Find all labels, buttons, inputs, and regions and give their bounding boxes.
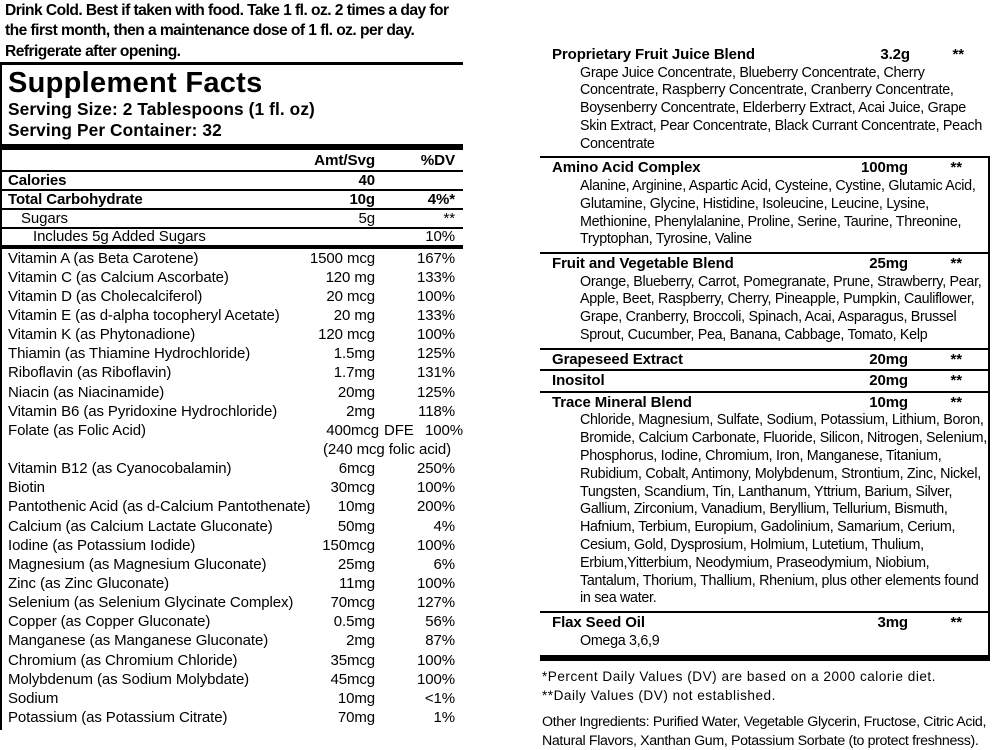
nutrient-amount: 45mcg [330,670,375,688]
section-header [540,371,988,390]
nutrient-name: Vitamin B6 (as Pyridoxine Hydrochloride) [8,402,278,420]
table-row [0,383,463,402]
nutrient-amount: 20 mg [333,307,375,325]
section-header [540,613,988,632]
nutrient-name: Riboflavin (as Riboflavin) [8,364,172,382]
table-row [0,249,463,268]
section-dv: ** [950,393,962,411]
table-row [0,363,463,382]
nutrient-name: Magnesium (as Magnesium Gluconate) [8,555,267,573]
column-header-amount: Amt/Svg [314,151,375,169]
ingredient-section [540,393,988,611]
nutrient-name: Calories [8,172,67,190]
nutrient-name: Calcium (as Calcium Lactate Gluconate) [8,517,273,535]
ingredient-section [540,350,988,370]
nutrient-name: Pantothenic Acid (as d-Calcium Pantothenate) [8,498,311,516]
nutrient-dv: 100% [417,326,455,344]
section-amount: 3mg [877,613,908,631]
section-first [540,45,990,156]
nutrient-name: Biotin [8,479,45,497]
ingredient-section [540,45,990,156]
nutrient-dv: 100% [417,536,455,554]
table-row [0,517,463,536]
nutrient-name: Molybdenum (as Sodium Molybdate) [8,670,250,688]
nutrient-dv: 167% [417,249,455,267]
table-row [0,708,463,727]
nutrient-name: Vitamin K (as Phytonadione) [8,326,196,344]
section-name: Amino Acid Complex [552,159,701,177]
nutrient-name: Sugars [21,210,68,228]
nutrient-name: Chromium (as Chromium Chloride) [8,651,238,669]
nutrient-name: Selenium (as Selenium Glycinate Complex) [8,594,294,612]
table-row [0,593,463,612]
table-row [0,172,463,191]
nutrient-name: Potassium (as Potassium Citrate) [8,708,228,726]
section-amount: 10mg [869,393,908,411]
nutrient-name: Sodium [8,689,59,707]
section-name: Grapeseed Extract [552,350,683,368]
section-ingredients: Orange, Blueberry, Carrot, Pomegranate, Prune, Strawberry, Pear, Apple, Beet, Raspberry, Cherry, Pineapple, Pumpkin, Cauliflower, Grape, Cranberry, Broccoli, Spinach, Acai, Asparagus, Brussel Sprout, Cucumber, Pea, Banana, Cabbage, Tomato, Kelp [580,273,982,344]
nutrient-dv: 87% [425,632,455,650]
section-header [540,254,988,273]
table-row [0,631,463,650]
divider-thick [540,655,988,661]
nutrient-name: Copper (as Copper Gluconate) [8,613,211,631]
nutrient-amount: 6mcg [338,460,375,478]
nutrient-dv: 118% [418,402,455,420]
nutrient-dv: 127% [417,594,455,612]
nutrient-amount: 70mcg [330,594,375,612]
section-ingredients: Omega 3,6,9 [580,632,660,649]
section-header [540,350,988,369]
nutrient-dv: ** [443,210,455,228]
spacer [540,0,990,45]
table-header [0,150,463,172]
section-dv: ** [950,613,962,631]
table-row [0,497,463,516]
section-name: Inositol [552,372,605,390]
nutrient-dv: 133% [417,268,455,286]
nutrient-dv: 4%* [427,191,455,209]
nutrient-dv: 4% [433,517,455,535]
footnotes [540,668,990,705]
table-row [0,555,463,574]
nutrient-dv: 100% [417,670,455,688]
section-amount: 20mg [869,350,908,368]
nutrient-name: Iodine (as Potassium Iodide) [8,536,196,554]
nutrient-amount: 40 [358,172,375,190]
nutrient-amount: 120 mg [325,268,375,286]
nutrient-name: Vitamin E (as d-alpha tocopheryl Acetate) [8,307,280,325]
nutrient-name: Total Carbohydrate [8,191,143,209]
nutrient-amount: 120 mcg [318,326,375,344]
table-row [0,612,463,631]
servings-per-container: Serving Per Container: 32 [8,120,222,141]
nutrient-amount: 400mcg [326,421,379,439]
nutrient-amount: 2mg [346,402,375,420]
table-row [0,191,463,210]
table-row [0,325,463,344]
nutrient-name: Vitamin D (as Cholecalciferol) [8,287,203,305]
nutrient-dv: 56% [425,613,455,631]
footnote-dv: *Percent Daily Values (DV) are based on a 2000 calorie diet. [542,669,936,685]
nutrient-dv: 133% [417,307,455,325]
section-ingredients: Alanine, Arginine, Aspartic Acid, Cysteine, Cystine, Glutamic Acid, Glutamine, Glycine, Histidine, Isoleucine, Leucine, Lysine, Methionine, Phenylalanine, Proline, Serine, Taurine, Threonine, Tryptophan, Tyrosine, Valine [580,177,976,248]
bordered-sections [540,156,990,661]
section-dv: ** [950,159,962,177]
nutrient-dv: 1% [433,708,455,726]
nutrient-name: Zinc (as Zinc Gluconate) [8,575,169,592]
section-dv: ** [950,350,962,368]
nutrient-amount: 0.5mg [333,613,375,631]
section-dv: ** [950,372,962,390]
footnote-not-established: **Daily Values (DV) not established. [542,687,776,703]
nutrient-amount: 150mcg [322,536,375,554]
ingredient-section [540,371,988,391]
nutrient-amount: 50mg [337,517,375,535]
nutrient-amount: 2mg [346,632,375,650]
nutrient-amount: 10mg [337,689,375,707]
table-row [0,478,463,497]
nutrient-amount: 25mg [337,555,375,573]
panel-left-border [0,62,2,730]
directions-line: the first month, then a maintenance dose of 1 fl. oz. per day. [5,22,415,40]
nutrient-dv: 131% [417,364,455,382]
nutrient-amount: 10mg [337,498,375,516]
nutrient-note-row [0,440,463,459]
section-name: Fruit and Vegetable Blend [552,254,734,272]
table-row [0,287,463,306]
left-column [0,0,463,727]
nutrient-dv: 100% [417,287,455,305]
table-row [0,229,463,248]
nutrient-amount: 5g [358,210,375,228]
section-ingredients: Grape Juice Concentrate, Blueberry Concentrate, Cherry Concentrate, Raspberry Concentrate, Cranberry Concentrate, Boysenberry Concentrate, Elderberry Extract, Acai Juice, Grape Skin Extract, Pear Concentrate, Black Currant Concentrate, Peach Concentrate [580,64,982,152]
nutrient-dv: 200% [417,498,455,516]
section-header [540,158,988,177]
nutrient-dv: 100% [417,575,455,592]
nutrient-dv: 125% [417,383,455,401]
section-amount: 3.2g [880,45,910,63]
ingredient-section [540,158,988,252]
directions-line: Refrigerate after opening. [5,42,181,60]
nutrient-name: Manganese (as Manganese Gluconate) [8,632,269,650]
divider [0,62,463,65]
table-row [0,651,463,670]
nutrient-name: Niacin (as Niacinamide) [8,383,165,401]
table-row [0,536,463,555]
nutrient-amount: 10g [349,191,375,209]
nutrient-name: Folate (as Folic Acid) [8,421,146,439]
nutrient-amount: 20mg [337,383,375,401]
column-header-dv: %DV [420,151,455,169]
nutrient-dv: 10% [425,228,455,246]
sections-container [540,156,988,653]
nutrient-name: Includes 5g Added Sugars [33,228,206,246]
section-header [540,393,988,412]
nutrient-amount: 70mg [337,708,375,726]
ingredient-section [540,254,988,348]
directions-line: Drink Cold. Best if taken with food. Take 1 fl. oz. 2 times a day for [5,2,449,19]
directions-text [0,0,463,62]
nutrient-dv: 100% [425,421,463,439]
section-header [540,45,990,64]
nutrient-name: Thiamin (as Thiamine Hydrochloride) [8,345,251,363]
nutrient-name: Vitamin B12 (as Cyanocobalamin) [8,460,232,478]
table-row [0,210,463,229]
table-row [0,459,463,478]
nutrient-note: (240 mcg folic acid) [322,441,451,459]
nutrient-dv: 100% [417,479,455,497]
table-row [0,306,463,325]
section-name: Trace Mineral Blend [552,393,692,411]
nutrient-amount: 20 mcg [326,287,375,305]
serving-size: Serving Size: 2 Tablespoons (1 fl. oz) [8,98,315,119]
nutrient-amount: 35mcg [330,651,375,669]
table-row [0,402,463,421]
nutrient-amount: 1.7mg [333,364,375,382]
table-row [0,344,463,363]
section-dv: ** [950,254,962,272]
nutrient-amount: 1.5mg [333,345,375,363]
section-ingredients: Chloride, Magnesium, Sulfate, Sodium, Potassium, Lithium, Boron, Bromide, Calcium Carbonate, Fluoride, Silicon, Nitrogen, Selenium, Phosphorus, Iodine, Chromium, Iron, Manganese, Titanium, Rubidium, Cobalt, Antimony, Molybdenum, Strontium, Zinc, Nickel, Tungsten, Scandium, Tin, Lanthanum, Yttrium, Barium, Silver, Gallium, Zirconium, Vanadium, Beryllium, Tellurium, Bismuth, Hafnium, Terbium, Europium, Gadolinium, Samarium, Cerium, Cesium, Gold, Dysprosium, Holmium, Lutetium, Thulium, Erbium,Yitterbium, Neodymium, Praseodymium, Niobium, Tantalum, Thorium, Thallium, Rhenium, plus other elements found in sea water. [580,412,987,607]
nutrient-dv: 6% [433,555,455,573]
nutrient-dv: 125% [417,345,455,363]
section-amount: 25mg [869,254,908,272]
nutrient-dv: 250% [417,460,455,478]
nutrient-dv: <1% [424,689,455,707]
nutrient-name: Vitamin A (as Beta Carotene) [8,249,199,267]
nutrient-amount: 11mg [338,575,375,592]
nutrient-amount: 30mcg [330,479,375,497]
table-row [0,670,463,689]
panel-title: Supplement Facts [8,66,263,99]
section-amount: 20mg [869,372,908,390]
nutrient-unit: DFE [384,421,414,439]
section-name: Proprietary Fruit Juice Blend [552,45,755,63]
nutrient-amount: 1500 mcg [309,249,375,267]
table-row [0,574,463,593]
ingredient-section [540,613,988,653]
right-column [540,0,990,750]
section-amount: 100mg [860,159,908,177]
table-row [0,689,463,708]
section-name: Flax Seed Oil [552,613,645,631]
table-row [0,421,463,440]
facts-rows [0,172,463,727]
other-ingredients: Other Ingredients: Purified Water, Vegetable Glycerin, Fructose, Citric Acid, Natural Flavors, Xanthan Gum, Potassium Sorbate (to protect freshness). [542,714,987,749]
nutrient-dv: 100% [417,651,455,669]
table-row [0,268,463,287]
section-dv: ** [952,45,964,63]
nutrient-name: Vitamin C (as Calcium Ascorbate) [8,268,229,286]
